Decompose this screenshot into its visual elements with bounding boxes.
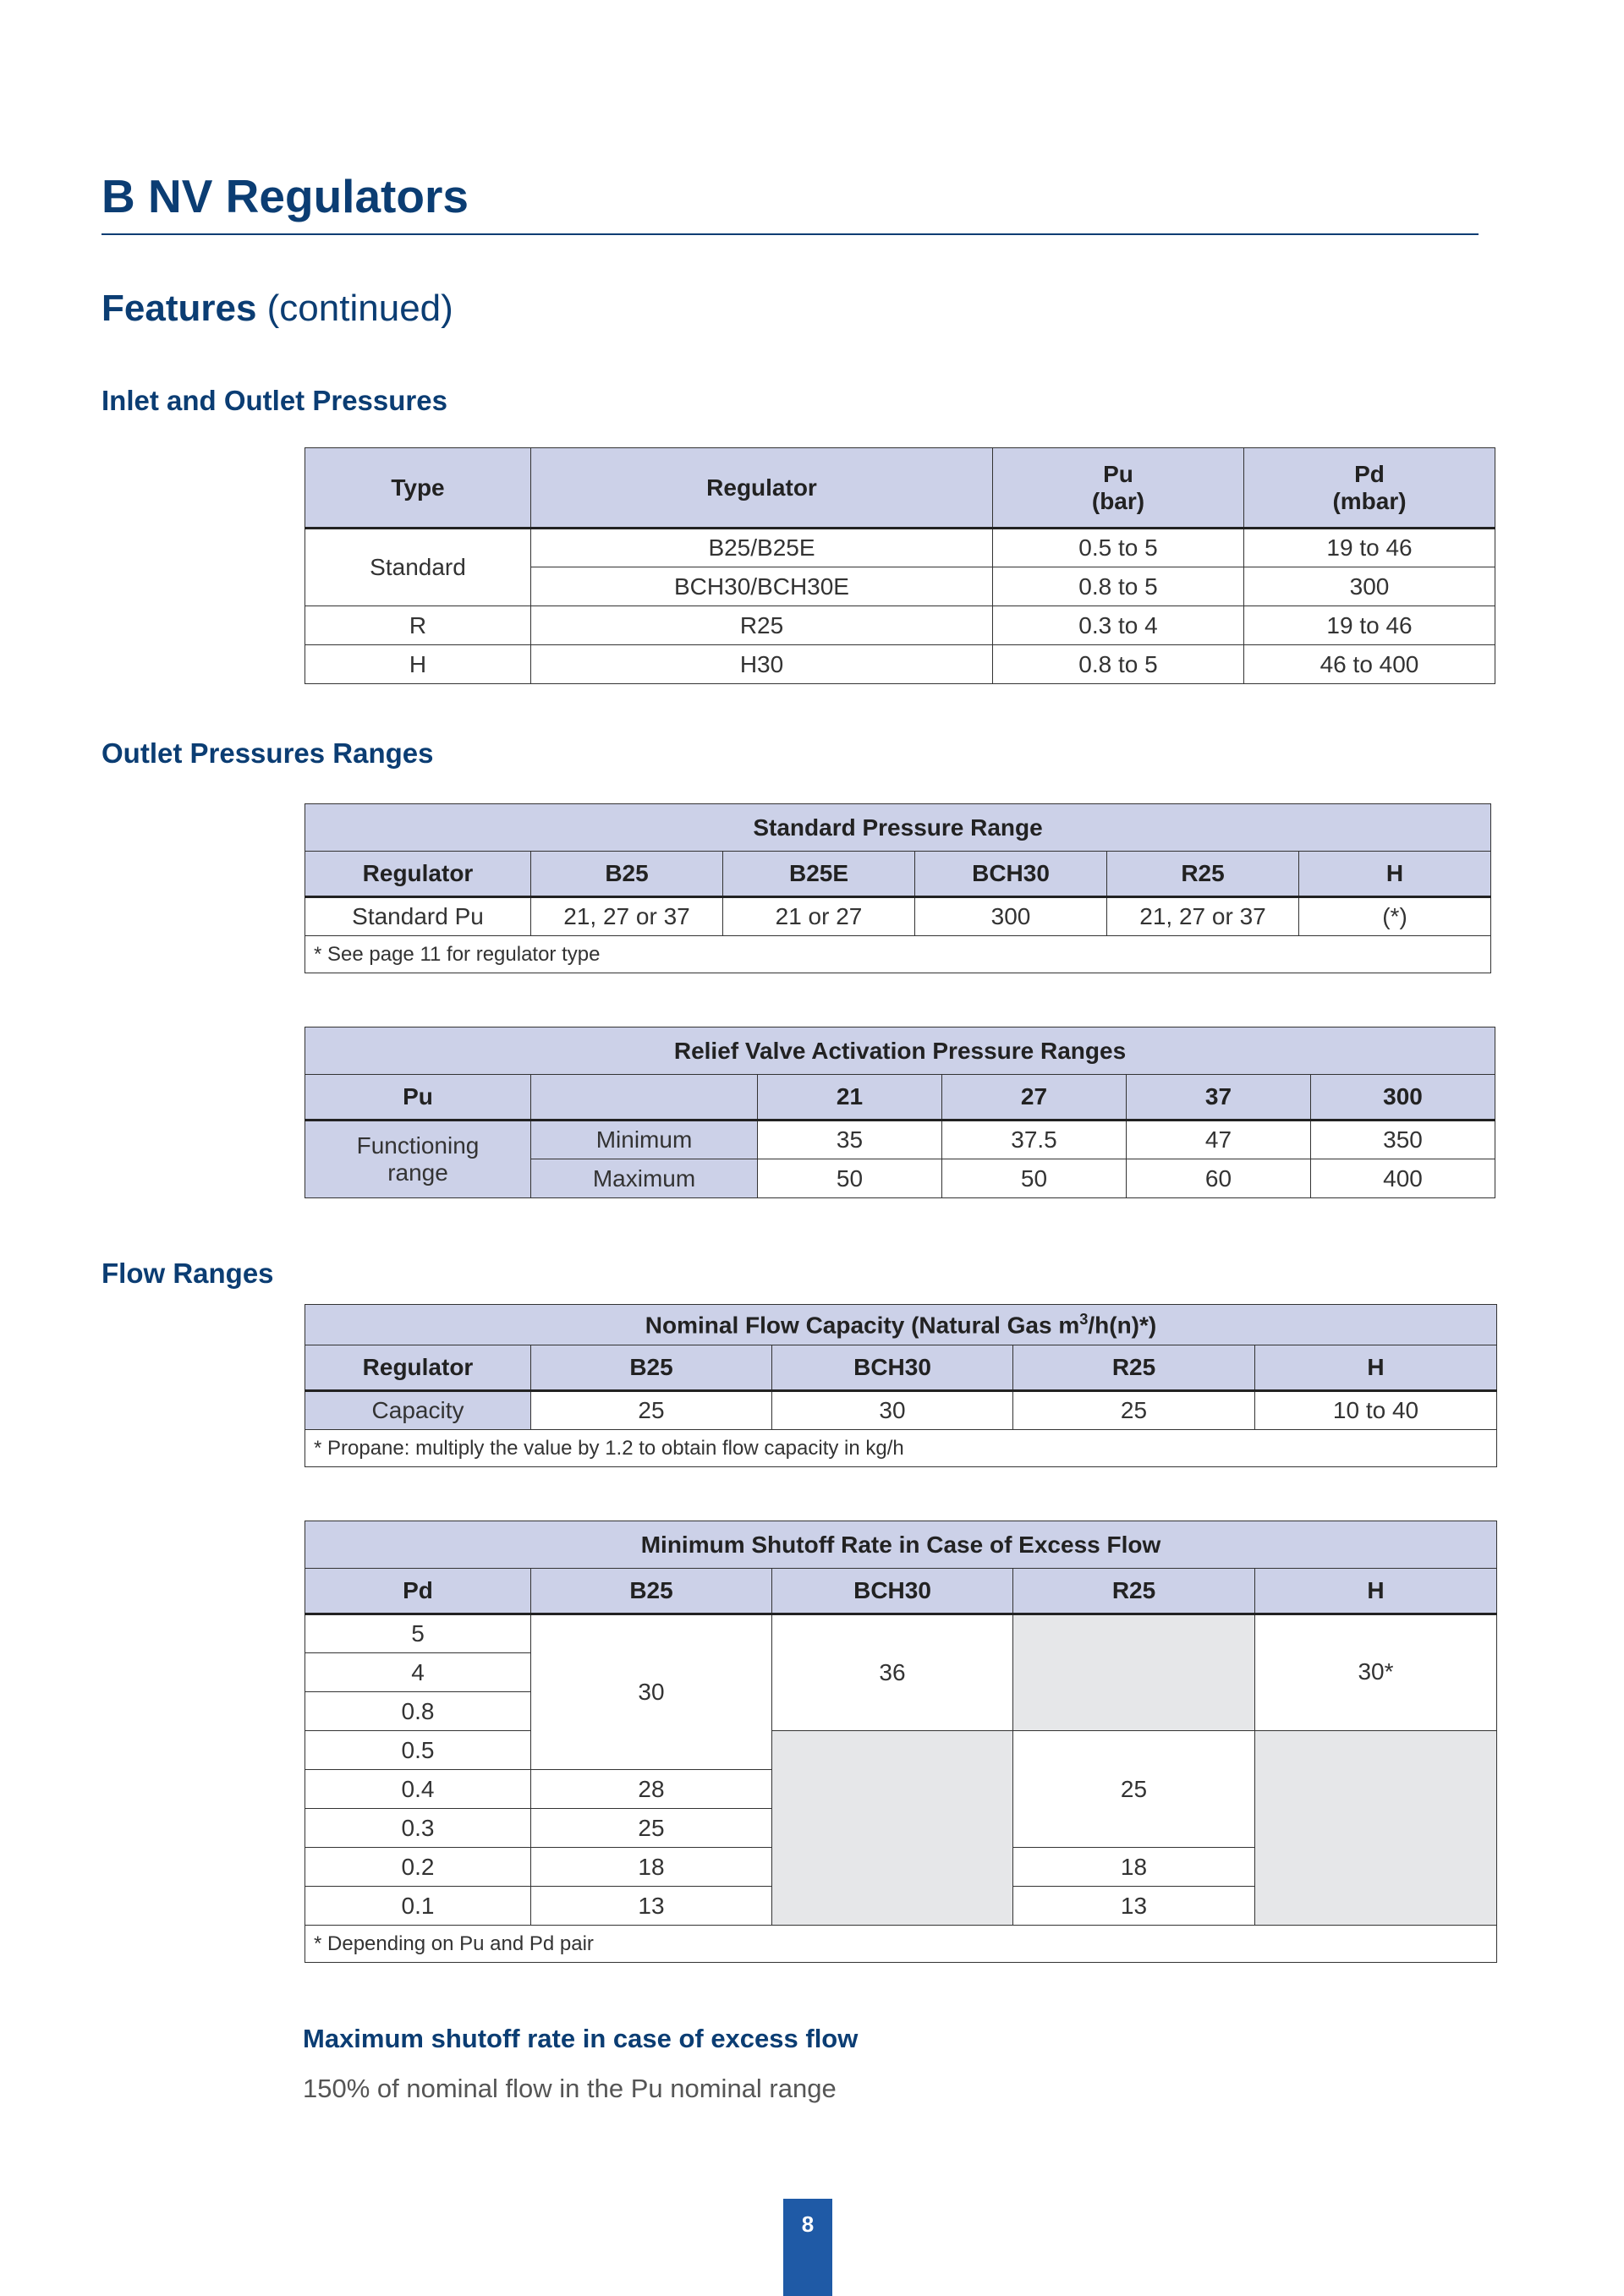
page-number: 8	[783, 2199, 832, 2296]
col-h: H	[1255, 1569, 1497, 1614]
standard-pressure-table	[304, 803, 1491, 973]
table-cell: 21, 27 or 37	[531, 897, 723, 936]
table-title: Relief Valve Activation Pressure Ranges	[305, 1027, 1495, 1075]
max-shutoff-heading: Maximum shutoff rate in case of excess flow	[303, 2024, 859, 2053]
features-heading	[102, 288, 453, 330]
table-cell: 50	[758, 1159, 942, 1198]
table-title: Standard Pressure Range	[305, 804, 1491, 852]
col-r25: R25	[1107, 852, 1299, 897]
r25-mid-cell: 25	[1013, 1731, 1255, 1848]
type-cell: H	[305, 645, 531, 684]
table-cell: 21, 27 or 37	[1107, 897, 1299, 936]
table-cell: 21 or 27	[723, 897, 915, 936]
table-cell: 35	[758, 1121, 942, 1159]
col-b25: B25	[531, 1569, 772, 1614]
col-regulator: Regulator	[305, 1345, 531, 1391]
table-cell: 300	[915, 897, 1107, 936]
pu-cell: 0.3 to 4	[993, 606, 1244, 645]
table-footnote: * See page 11 for regulator type	[305, 936, 1491, 973]
col-r25: R25	[1013, 1569, 1255, 1614]
col-300: 300	[1311, 1075, 1495, 1121]
title-divider	[102, 233, 1479, 235]
pd-cell: 0.4	[305, 1770, 531, 1809]
col-type: Type	[305, 448, 531, 529]
pu-cell: 0.5 to 5	[993, 529, 1244, 567]
section-flow-ranges: Flow Ranges	[102, 1258, 274, 1289]
b25-cell: 13	[531, 1887, 772, 1926]
pd-cell: 0.8	[305, 1692, 531, 1731]
pd-cell: 0.2	[305, 1848, 531, 1887]
table-row	[305, 1121, 1495, 1159]
pd-cell: 4	[305, 1653, 531, 1692]
pd-cell: 5	[305, 1614, 531, 1653]
table-cell: 10 to 40	[1255, 1391, 1497, 1430]
pu-cell: 0.8 to 5	[993, 567, 1244, 606]
bch30-cell: 36	[772, 1614, 1013, 1731]
col-b25e: B25E	[723, 852, 915, 897]
col-pu: Pu	[305, 1075, 531, 1121]
b25-cell: 18	[531, 1848, 772, 1887]
col-pd: Pd (mbar)	[1244, 448, 1495, 529]
regulator-cell: BCH30/BCH30E	[531, 567, 993, 606]
max-shutoff-text: 150% of nominal flow in the Pu nominal range	[303, 2074, 837, 2103]
table-title: Minimum Shutoff Rate in Case of Excess Flow	[305, 1521, 1497, 1569]
table-cell: 25	[531, 1391, 772, 1430]
h-cell: 30*	[1255, 1614, 1497, 1731]
features-continued: (continued)	[266, 288, 453, 329]
pd-cell: 300	[1244, 567, 1495, 606]
table-row	[305, 1391, 1497, 1430]
col-b25: B25	[531, 852, 723, 897]
row-label-maximum: Maximum	[531, 1159, 758, 1198]
relief-valve-table	[304, 1027, 1495, 1198]
table-cell: 60	[1127, 1159, 1311, 1198]
col-21: 21	[758, 1075, 942, 1121]
empty-cell	[772, 1731, 1013, 1926]
empty-cell	[1013, 1614, 1255, 1731]
col-h: H	[1255, 1345, 1497, 1391]
col-pu: Pu (bar)	[993, 448, 1244, 529]
table-cell: 50	[942, 1159, 1127, 1198]
col-bch30: BCH30	[772, 1569, 1013, 1614]
pu-cell: 0.8 to 5	[993, 645, 1244, 684]
inlet-outlet-table	[304, 447, 1495, 684]
type-cell: Standard	[305, 529, 531, 606]
row-label: Standard Pu	[305, 897, 531, 936]
col-37: 37	[1127, 1075, 1311, 1121]
table-row	[305, 529, 1495, 567]
b25-cell: 25	[531, 1809, 772, 1848]
section-inlet-outlet: Inlet and Outlet Pressures	[102, 385, 447, 416]
b25-cell: 28	[531, 1770, 772, 1809]
features-bold: Features	[102, 288, 257, 329]
pd-cell: 0.1	[305, 1887, 531, 1926]
table-title: Nominal Flow Capacity (Natural Gas $m^3/h(n)*$)	[305, 1305, 1497, 1345]
table-cell: 350	[1311, 1121, 1495, 1159]
table-cell: 37.5	[942, 1121, 1127, 1159]
page-title: B NV Regulators	[102, 170, 469, 222]
table-cell: 30	[772, 1391, 1013, 1430]
col-bch30: BCH30	[772, 1345, 1013, 1391]
pd-cell: 0.3	[305, 1809, 531, 1848]
table-cell: (*)	[1299, 897, 1491, 936]
pd-cell: 19 to 46	[1244, 606, 1495, 645]
functioning-range-label: Functioning range	[305, 1121, 531, 1198]
col-regulator: Regulator	[531, 448, 993, 529]
row-label: Capacity	[305, 1391, 531, 1430]
table-row	[305, 1731, 1497, 1770]
type-cell: R	[305, 606, 531, 645]
col-blank	[531, 1075, 758, 1121]
shutoff-rate-table	[304, 1521, 1497, 1963]
table-row	[305, 645, 1495, 684]
table-row	[305, 897, 1491, 936]
table-row	[305, 606, 1495, 645]
r25-cell: 13	[1013, 1887, 1255, 1926]
pd-cell: 0.5	[305, 1731, 531, 1770]
table-footnote: * Depending on Pu and Pd pair	[305, 1926, 1497, 1963]
row-label-minimum: Minimum	[531, 1121, 758, 1159]
regulator-cell: R25	[531, 606, 993, 645]
b25-top-cell: 30	[531, 1614, 772, 1770]
col-regulator: Regulator	[305, 852, 531, 897]
pd-cell: 19 to 46	[1244, 529, 1495, 567]
table-cell: 25	[1013, 1391, 1255, 1430]
regulator-cell: H30	[531, 645, 993, 684]
col-27: 27	[942, 1075, 1127, 1121]
col-pd: Pd	[305, 1569, 531, 1614]
col-r25: R25	[1013, 1345, 1255, 1391]
table-footnote: * Propane: multiply the value by 1.2 to obtain flow capacity in kg/h	[305, 1430, 1497, 1467]
section-outlet-ranges: Outlet Pressures Ranges	[102, 737, 434, 769]
table-cell: 47	[1127, 1121, 1311, 1159]
empty-cell	[1255, 1731, 1497, 1926]
col-b25: B25	[531, 1345, 772, 1391]
col-h: H	[1299, 852, 1491, 897]
table-cell: 400	[1311, 1159, 1495, 1198]
pd-cell: 46 to 400	[1244, 645, 1495, 684]
flow-capacity-table	[304, 1304, 1497, 1467]
table-row	[305, 1614, 1497, 1653]
r25-cell: 18	[1013, 1848, 1255, 1887]
col-bch30: BCH30	[915, 852, 1107, 897]
regulator-cell: B25/B25E	[531, 529, 993, 567]
